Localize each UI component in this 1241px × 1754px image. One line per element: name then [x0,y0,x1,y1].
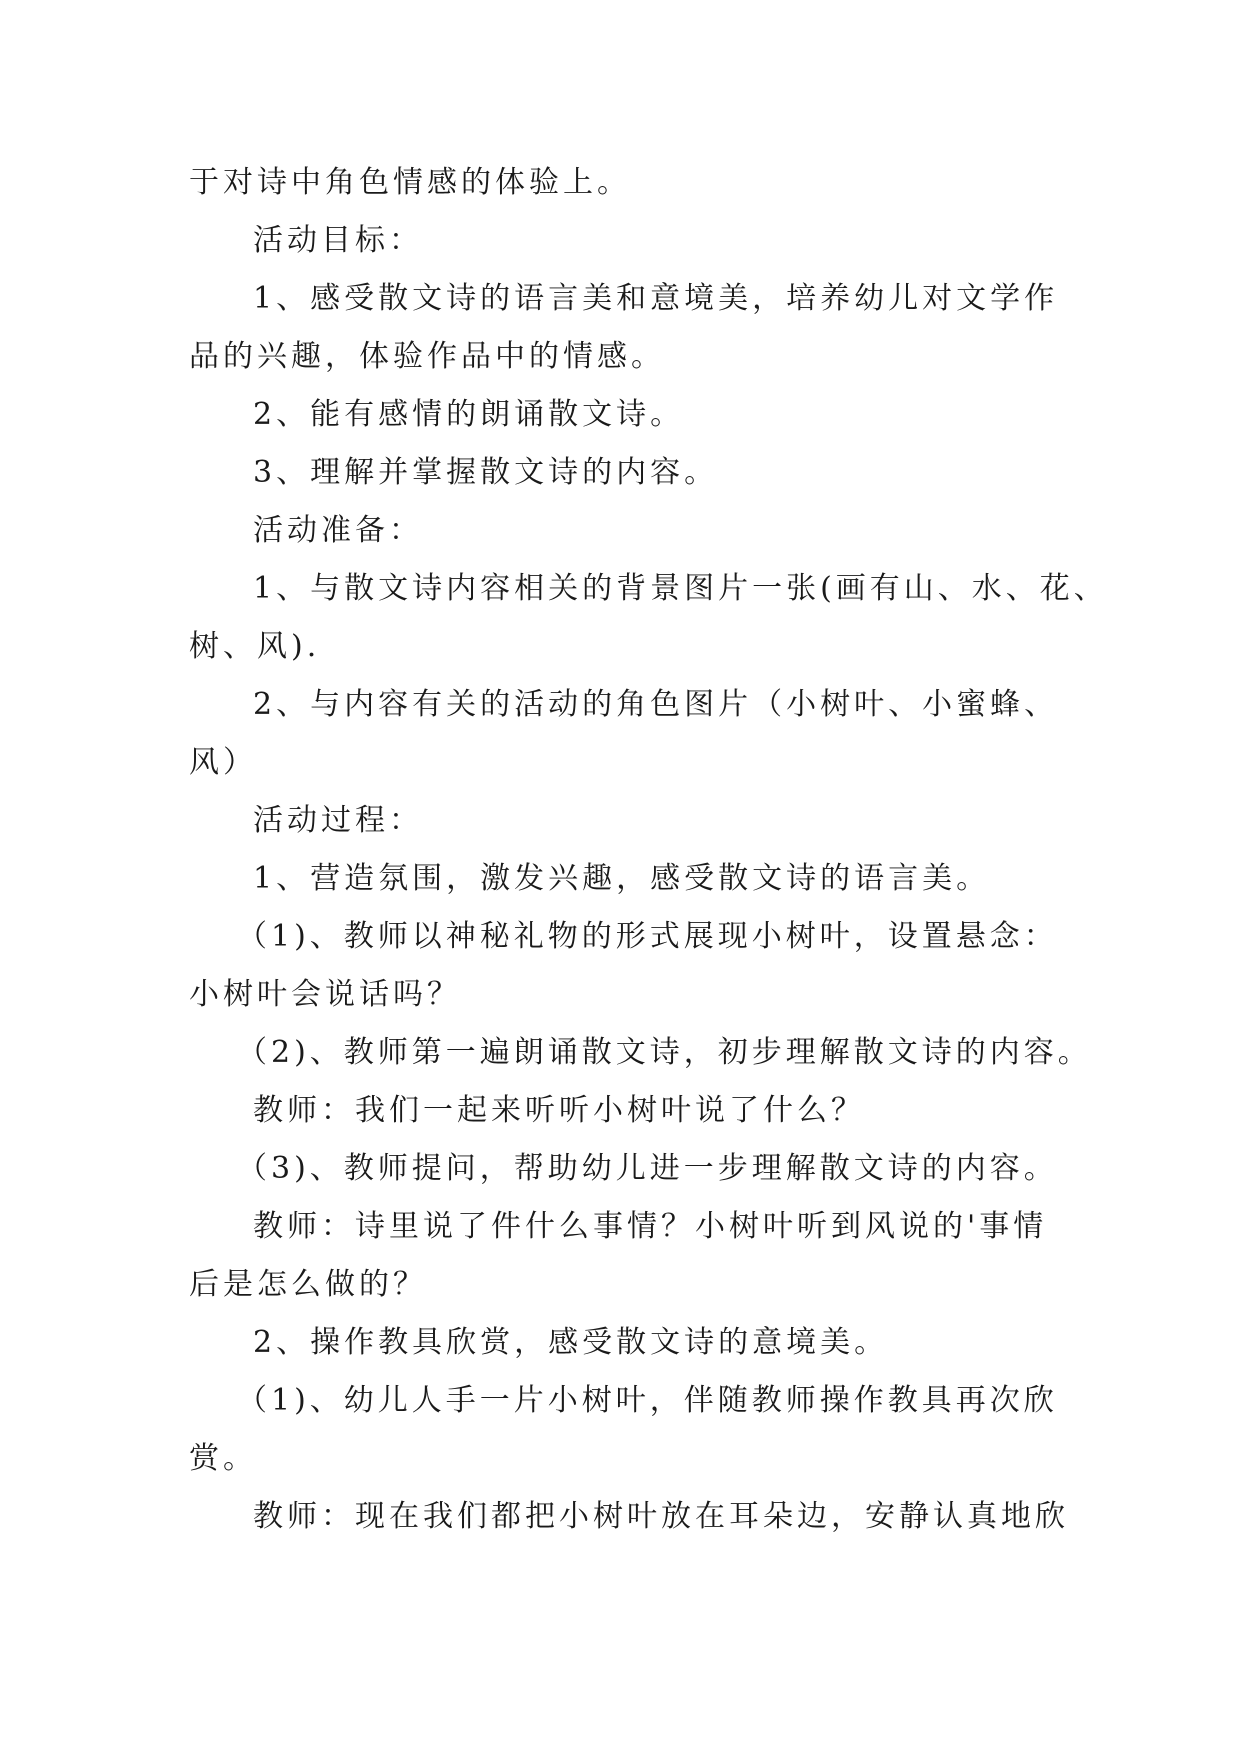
body-line-continuation: 赏。 [189,1441,257,1476]
body-line-continuation: 小树叶会说话吗？ [189,977,461,1012]
body-line-goal-3: 3、理解并掌握散文诗的内容。 [253,455,719,490]
body-line-prep-1: 1、与散文诗内容相关的背景图片一张(画有山、水、花、 [253,571,1108,606]
body-line-substep-3: （3)、教师提问，帮助幼儿进一步理解散文诗的内容。 [237,1151,1058,1186]
section-heading-preparation: 活动准备： [253,513,423,548]
body-line-teacher-1: 教师：我们一起来听听小树叶说了什么？ [253,1093,865,1128]
body-line-step-1: 1、营造氛围，激发兴趣，感受散文诗的语言美。 [253,861,991,896]
body-line-prep-2: 2、与内容有关的活动的角色图片（小树叶、小蜜蜂、 [253,687,1059,722]
body-line-substep-1: （1)、教师以神秘礼物的形式展现小树叶，设置悬念： [237,919,1058,954]
body-line-continuation: 后是怎么做的？ [189,1267,427,1302]
body-line-substep-2-1: （1)、幼儿人手一片小树叶，伴随教师操作教具再次欣 [237,1383,1058,1418]
body-line-continuation: 于对诗中角色情感的体验上。 [189,165,631,200]
body-line-teacher-3: 教师：现在我们都把小树叶放在耳朵边，安静认真地欣 [253,1499,1069,1534]
body-line-teacher-2: 教师：诗里说了件什么事情？小树叶听到风说的'事情 [253,1209,1048,1244]
section-heading-process: 活动过程： [253,803,423,838]
body-line-continuation: 风） [189,745,257,780]
document-body [189,154,1108,1546]
section-heading-goals: 活动目标： [253,223,423,258]
body-line-continuation: 品的兴趣，体验作品中的情感。 [189,339,665,374]
body-line-step-2: 2、操作教具欣赏，感受散文诗的意境美。 [253,1325,889,1360]
body-line-substep-2: （2)、教师第一遍朗诵散文诗，初步理解散文诗的内容。 [237,1035,1092,1070]
body-line-continuation: 树、风). [189,629,321,664]
body-line-goal-2: 2、能有感情的朗诵散文诗。 [253,397,685,432]
body-line-goal-1: 1、感受散文诗的语言美和意境美，培养幼儿对文学作 [253,281,1059,316]
